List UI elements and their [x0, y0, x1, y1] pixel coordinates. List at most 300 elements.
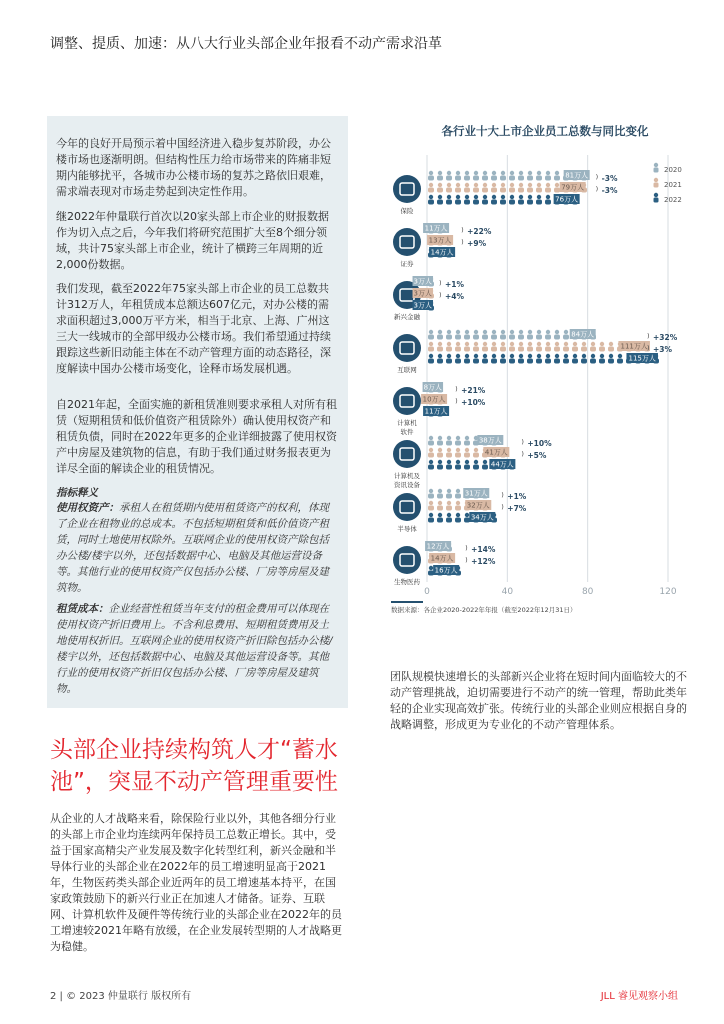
person-head	[492, 195, 496, 199]
person-body	[428, 518, 434, 523]
person-body	[428, 188, 434, 193]
person-head	[465, 342, 469, 346]
industry-icon	[393, 546, 421, 574]
person-head	[564, 354, 568, 358]
person-head	[438, 501, 442, 505]
person-body	[527, 176, 533, 181]
intro-paragraph-2: 继2022年仲量联行首次以20家头部上市企业的财报数据作为切入点之后，今年我们将研究范围扩大至8个细分领域，共计75家头部上市企业，统计了横跨三年周期的近2,000份数据。	[56, 210, 329, 271]
person-head	[582, 354, 586, 358]
category-label: 计算机及	[394, 472, 420, 480]
person-head	[447, 501, 451, 505]
change-2022: +9%	[467, 239, 487, 248]
person-head	[456, 354, 460, 358]
person-body	[446, 188, 452, 193]
person-body	[428, 359, 434, 364]
section-body-left: 从企业的人才战略来看，除保险行业以外，其他各细分行业的头部上市企业均连续两年保持员工总数正增长。其中，受益于国家高精尖产业发展及数字化转型红利，新兴金融和半导体行业的头部企业在2022年的员工增速明显高于2021年，生物医药类头部企业近两年的员工增速基本持平，在国家政策鼓励下的新兴行业正在加速人才储备。证券、互联网、计算机软件及硬件等传统行业的头部企业在2022年的员工增速较2021年略有放缓，在企业发展转型期的人才战略更为稳健。	[50, 812, 342, 953]
person-head	[474, 354, 478, 358]
legend-marker	[654, 163, 658, 167]
value-label: 84万人	[571, 330, 595, 339]
x-tick-label: 120	[659, 587, 677, 597]
x-tick-label: 80	[581, 587, 594, 597]
person-body	[491, 200, 497, 205]
category-label: 证券	[400, 260, 414, 268]
person-body	[563, 359, 569, 364]
legend-marker-body	[654, 183, 659, 188]
change-arc: )	[501, 491, 504, 499]
person-body	[464, 176, 470, 181]
person-body	[482, 176, 488, 181]
value-label: 11万人	[424, 224, 448, 233]
person-head	[600, 342, 604, 346]
person-body	[437, 188, 443, 193]
person-head	[510, 171, 514, 175]
legend-marker	[654, 178, 658, 182]
industry-icon	[393, 493, 421, 521]
person-head	[429, 436, 433, 440]
person-body	[590, 359, 596, 364]
person-head	[447, 342, 451, 346]
footer-brand: JLL 睿见观察小组	[600, 991, 678, 1002]
person-body	[464, 347, 470, 352]
category-label: 生物医药	[394, 578, 420, 586]
person-head	[501, 330, 505, 334]
person-body	[545, 200, 551, 205]
change-2022: +7%	[507, 504, 527, 513]
legend-marker-body	[654, 168, 659, 173]
footer-copyright: 2 | © 2023 仲量联行 版权所有	[50, 991, 192, 1002]
value-label: 38万人	[478, 436, 502, 445]
person-body	[446, 200, 452, 205]
person-body	[473, 359, 479, 364]
value-label: 31万人	[464, 489, 488, 498]
person-head	[519, 330, 523, 334]
industry-icon	[393, 228, 421, 256]
person-head	[447, 195, 451, 199]
person-body	[509, 359, 515, 364]
change-2021: +32%	[653, 333, 678, 342]
person-head	[429, 342, 433, 346]
person-body	[464, 335, 470, 340]
intro-sidebar	[47, 116, 348, 708]
person-head	[474, 448, 478, 452]
person-body	[428, 176, 434, 181]
change-2022: +3%	[653, 345, 673, 354]
change-2022: +10%	[461, 398, 486, 407]
person-head	[483, 183, 487, 187]
person-body	[482, 347, 488, 352]
intro-paragraph-1: 今年的良好开局预示着中国经济进入稳步复苏阶段，办公楼市场也逐渐明朗。但结构性压力给市场带来的阵痛非短期内能够扰平，各城市办公楼市场的复苏之路依旧艰难，需求端表现对市场走势起到决定性作用。	[56, 137, 331, 198]
person-body	[500, 200, 506, 205]
person-body	[545, 347, 551, 352]
definition-text: 承租人在租赁期内使用租赁资产的权利，体现了企业在租物业的总成本。不包括短期租赁和低价值资产租赁，同时土地使用权除外。互联网企业的使用权资产除包括办公楼/楼宇以外，还包括数据中心、电脑及其他运营设备等。其他行业的使用权资产仅包括办公楼、厂房等房屋及建筑物。	[56, 502, 329, 594]
person-body	[446, 359, 452, 364]
person-head	[546, 171, 550, 175]
section-heading: 头部企业持续构筑人才“蓄水池”，突显不动产管理重要性	[50, 737, 338, 795]
person-body	[554, 176, 560, 181]
person-head	[456, 171, 460, 175]
value-label: 3万人	[413, 301, 433, 310]
person-head	[429, 448, 433, 452]
definition-right-of-use	[56, 500, 339, 596]
person-body	[464, 453, 470, 458]
person-head	[510, 195, 514, 199]
change-2021: +1%	[507, 492, 527, 501]
person-body	[464, 188, 470, 193]
person-body	[464, 465, 470, 470]
person-head	[564, 342, 568, 346]
person-body	[572, 359, 578, 364]
definition-lease-cost	[56, 601, 339, 697]
change-arc: )	[647, 332, 650, 340]
person-body	[518, 176, 524, 181]
person-body	[437, 200, 443, 205]
person-head	[429, 501, 433, 505]
definition-text: 企业经营性租赁当年支付的租金费用可以体现在使用权资产折旧费用上。不含利息费用、短期租赁费用及土地使用权折旧。互联网企业的使用权资产折旧除包括办公楼/楼宇以外，还包括数据中心、电脑及其他运营设备等。其他行业的使用权资产折旧仅包括办公楼、厂房等房屋及建筑物。	[56, 603, 333, 695]
person-head	[465, 513, 469, 517]
person-head	[438, 354, 442, 358]
person-body	[554, 188, 560, 193]
person-body	[437, 359, 443, 364]
person-body	[455, 453, 461, 458]
person-body	[464, 359, 470, 364]
person-head	[465, 354, 469, 358]
person-body	[527, 335, 533, 340]
person-body	[455, 518, 461, 523]
person-body	[500, 188, 506, 193]
person-head	[582, 342, 586, 346]
person-body	[509, 176, 515, 181]
person-body	[545, 359, 551, 364]
person-head	[546, 354, 550, 358]
person-head	[429, 354, 433, 358]
person-body	[446, 441, 452, 446]
intro-paragraph-4: 自2021年起，全面实施的新租赁准则要求承租人对所有租赁（短期租赁和低价值资产租赁除外）确认使用权资产和租赁负债，同时在2022年更多的企业详细披露了使用权资产中房屋及建筑物的信息，有助于我们通过财务报表更为详尽全面的解读企业的租赁情况。	[56, 398, 337, 475]
person-body	[581, 347, 587, 352]
person-head	[537, 195, 541, 199]
person-head	[555, 183, 559, 187]
section-body-right: 团队规模快速增长的头部新兴企业将在短时间内面临较大的不动产管理挑战，迫切需要进行不动产的统一管理，帮助此类年轻的企业实现高效扩张。传统行业的头部企业则应根据自身的战略调整，形成更为专业化的不动产管理体系。	[390, 670, 687, 731]
change-arc: )	[439, 279, 442, 287]
person-body	[599, 359, 605, 364]
person-body	[437, 518, 443, 523]
person-head	[573, 342, 577, 346]
person-body	[509, 347, 515, 352]
chart-source: 数据来源：各企业2020-2022年年报（截至2022年12月31日）	[391, 606, 577, 614]
person-head	[429, 566, 433, 570]
person-body	[509, 335, 515, 340]
person-head	[456, 448, 460, 452]
person-head	[501, 183, 505, 187]
person-body	[608, 359, 614, 364]
change-arc: )	[521, 438, 524, 446]
person-head	[537, 342, 541, 346]
legend-entry: 2020	[664, 166, 682, 174]
value-label: 14万人	[430, 554, 454, 563]
person-head	[447, 513, 451, 517]
person-body	[473, 453, 479, 458]
change-2022: +5%	[527, 451, 547, 460]
person-body	[428, 347, 434, 352]
person-head	[429, 489, 433, 493]
category-label: 新兴金融	[394, 313, 420, 321]
person-head	[483, 330, 487, 334]
person-body	[482, 188, 488, 193]
change-2022: +4%	[445, 292, 465, 301]
person-head	[483, 354, 487, 358]
person-head	[519, 183, 523, 187]
definition-term: 使用权资产：	[56, 502, 119, 514]
person-head	[528, 330, 532, 334]
person-head	[474, 330, 478, 334]
value-label: 16万人	[434, 566, 458, 575]
person-head	[429, 195, 433, 199]
person-head	[492, 171, 496, 175]
person-head	[438, 171, 442, 175]
person-body	[446, 335, 452, 340]
person-head	[501, 354, 505, 358]
person-head	[537, 171, 541, 175]
person-body	[554, 335, 560, 340]
person-body	[437, 494, 443, 499]
person-head	[528, 171, 532, 175]
legend-entry: 2022	[664, 196, 682, 204]
person-body	[572, 347, 578, 352]
person-head	[447, 354, 451, 358]
value-label: 10万人	[422, 395, 446, 404]
change-2021: +22%	[467, 227, 492, 236]
person-head	[609, 354, 613, 358]
person-body	[437, 347, 443, 352]
person-head	[528, 342, 532, 346]
person-body	[554, 359, 560, 364]
category-label: 资讯设备	[394, 481, 420, 489]
person-head	[618, 354, 622, 358]
value-label: 32万人	[466, 501, 490, 510]
person-body	[473, 200, 479, 205]
person-body	[482, 335, 488, 340]
person-body	[428, 571, 434, 576]
person-head	[447, 489, 451, 493]
person-body	[509, 200, 515, 205]
person-body	[536, 188, 542, 193]
person-head	[555, 342, 559, 346]
person-body	[455, 465, 461, 470]
change-arc: )	[595, 185, 599, 193]
person-body	[590, 347, 596, 352]
person-body	[518, 335, 524, 340]
person-head	[456, 501, 460, 505]
value-label: 34万人	[470, 513, 494, 522]
change-2022: +12%	[471, 557, 496, 566]
person-head	[510, 330, 514, 334]
person-head	[546, 183, 550, 187]
person-body	[491, 359, 497, 364]
person-head	[555, 171, 559, 175]
definition-heading: 指标释义	[56, 487, 98, 499]
person-head	[438, 342, 442, 346]
person-body	[482, 200, 488, 205]
person-head	[474, 195, 478, 199]
person-body	[446, 465, 452, 470]
person-body	[545, 335, 551, 340]
industry-icon	[393, 387, 421, 415]
person-body	[500, 347, 506, 352]
person-body	[428, 465, 434, 470]
person-body	[545, 188, 551, 193]
person-head	[447, 171, 451, 175]
change-arc: )	[465, 544, 468, 552]
person-head	[528, 354, 532, 358]
person-head	[600, 354, 604, 358]
person-body	[455, 441, 461, 446]
change-arc: )	[455, 397, 458, 405]
person-body	[527, 188, 533, 193]
person-head	[492, 183, 496, 187]
value-label: 3万人	[413, 289, 433, 298]
person-body	[509, 188, 515, 193]
person-head	[456, 489, 460, 493]
person-head	[501, 195, 505, 199]
person-head	[474, 183, 478, 187]
category-label: 半导体	[397, 525, 417, 533]
person-head	[591, 342, 595, 346]
person-body	[518, 347, 524, 352]
x-tick-label: 0	[424, 587, 430, 597]
person-head	[501, 342, 505, 346]
value-label: 8万人	[423, 383, 443, 392]
person-body	[437, 441, 443, 446]
person-head	[537, 183, 541, 187]
person-body	[536, 347, 542, 352]
change-2021: -3%	[601, 174, 618, 183]
person-head	[438, 330, 442, 334]
change-2022: -3%	[601, 186, 618, 195]
employee-chart	[385, 115, 705, 635]
person-body	[563, 335, 569, 340]
person-body	[617, 359, 623, 364]
change-arc: )	[461, 226, 464, 234]
person-body	[500, 335, 506, 340]
industry-icon	[393, 175, 421, 203]
value-label: 79万人	[561, 183, 585, 192]
person-head	[510, 342, 514, 346]
person-head	[483, 171, 487, 175]
person-body	[446, 453, 452, 458]
change-arc: )	[461, 238, 464, 246]
person-head	[429, 460, 433, 464]
person-head	[483, 195, 487, 199]
person-head	[465, 171, 469, 175]
change-arc: )	[521, 450, 524, 458]
person-body	[536, 176, 542, 181]
person-body	[482, 465, 488, 470]
person-head	[456, 330, 460, 334]
person-body	[455, 176, 461, 181]
person-body	[473, 188, 479, 193]
person-head	[537, 330, 541, 334]
category-label: 保险	[400, 207, 414, 215]
document-title: 调整、提质、加速：从八大行业头部企业年报看不动产需求沿革	[50, 36, 442, 52]
change-2021: +21%	[461, 386, 486, 395]
person-body	[536, 359, 542, 364]
person-body	[428, 453, 434, 458]
person-body	[500, 359, 506, 364]
category-label: 计算机	[397, 419, 417, 427]
person-body	[563, 347, 569, 352]
person-head	[528, 183, 532, 187]
person-head	[438, 195, 442, 199]
person-body	[455, 200, 461, 205]
person-body	[455, 359, 461, 364]
person-body	[455, 335, 461, 340]
person-head	[429, 330, 433, 334]
value-label: 111万人	[620, 342, 648, 351]
person-head	[447, 330, 451, 334]
person-body	[518, 359, 524, 364]
person-head	[429, 513, 433, 517]
change-2021: +10%	[527, 439, 552, 448]
person-body	[464, 518, 470, 523]
person-head	[456, 460, 460, 464]
person-body	[437, 335, 443, 340]
person-body	[455, 188, 461, 193]
person-head	[591, 354, 595, 358]
person-body	[455, 347, 461, 352]
person-head	[483, 460, 487, 464]
person-head	[438, 460, 442, 464]
person-head	[447, 183, 451, 187]
person-head	[465, 436, 469, 440]
person-head	[456, 342, 460, 346]
value-label: 14万人	[430, 248, 454, 257]
person-head	[447, 460, 451, 464]
person-body	[518, 200, 524, 205]
definition-term: 租赁成本：	[56, 603, 109, 615]
person-head	[474, 171, 478, 175]
person-body	[491, 347, 497, 352]
person-body	[518, 188, 524, 193]
person-body	[536, 335, 542, 340]
person-head	[519, 354, 523, 358]
person-head	[546, 342, 550, 346]
person-head	[474, 460, 478, 464]
person-body	[437, 506, 443, 511]
person-body	[428, 335, 434, 340]
person-body	[491, 335, 497, 340]
person-head	[510, 183, 514, 187]
person-body	[437, 453, 443, 458]
person-head	[492, 354, 496, 358]
person-head	[537, 354, 541, 358]
person-head	[456, 183, 460, 187]
person-head	[429, 183, 433, 187]
person-head	[465, 460, 469, 464]
person-head	[438, 436, 442, 440]
person-body	[437, 465, 443, 470]
person-head	[492, 342, 496, 346]
person-body	[446, 347, 452, 352]
person-head	[465, 183, 469, 187]
category-label: 互联网	[397, 366, 417, 374]
value-label: 13万人	[428, 236, 452, 245]
person-head	[483, 342, 487, 346]
person-body	[446, 518, 452, 523]
person-head	[465, 195, 469, 199]
person-head	[510, 354, 514, 358]
person-head	[438, 513, 442, 517]
person-body	[482, 359, 488, 364]
person-body	[446, 494, 452, 499]
